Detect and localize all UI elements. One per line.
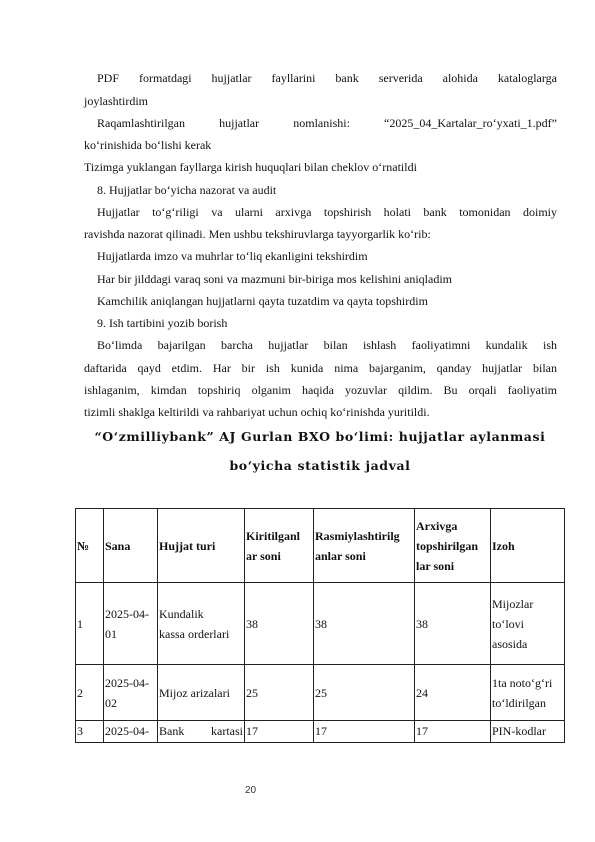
paragraph-line: PDF formatdagi hujjatlar fayllarini bank serverida alohida kataloglarga: [97, 71, 557, 85]
table-caption-line1: “O‘zmilliybank” AJ Gurlan BXO bo‘limi: hujjatlar aylanmasi: [94, 429, 546, 444]
cell-processed-count: 38: [314, 583, 415, 665]
cell-date: [104, 665, 158, 721]
paragraph-line: ko‘rinishida bo‘lishi kerak: [84, 138, 212, 152]
section-heading: 9. Ish tartibini yozib borish: [97, 316, 228, 330]
table-row: [76, 721, 565, 743]
header-entered-count-line: ar soni: [246, 548, 281, 563]
cell-note-line: to‘ldirilgan: [492, 695, 546, 710]
statistics-table: [75, 508, 565, 743]
paragraph-line: joylashtirdim: [84, 94, 148, 108]
table-row: [76, 665, 565, 721]
header-archived-count: [415, 509, 491, 583]
cell-date: [104, 583, 158, 665]
cell-number: 1: [76, 583, 104, 665]
paragraph-line: tizimli shaklga keltirildi va rahbariyat uchun ochiq ko‘rinishda yuritildi.: [84, 405, 430, 419]
paragraph-line: ravishda nazorat qilinadi. Men ushbu tekshiruvlarga tayyorgarlik ko‘rib:: [84, 227, 431, 241]
paragraph-line: Raqamlashtirilgan hujjatlar nomlanishi: “2025_04_Kartalar_ro‘yxati_1.pdf”: [97, 116, 557, 130]
paragraph-line: daftarida qayd etdim. Har bir ish kunida nima bajarganim, qanday hujjatlar bilan: [84, 361, 557, 375]
header-processed-count: [314, 509, 415, 583]
header-archived-count-line: lar soni: [416, 558, 455, 573]
cell-entered-count: 25: [245, 665, 314, 721]
list-item: Hujjatlarda imzo va muhrlar to‘liq ekanligini tekshirdim: [97, 249, 368, 263]
list-item: Kamchilik aniqlangan hujjatlarni qayta tuzatdim va qayta topshirdim: [97, 294, 428, 308]
cell-note-line: asosida: [492, 636, 528, 651]
paragraph-line: Hujjatlar to‘g‘riligi va ularni arxivga topshirish holati bank tomonidan doimiy: [97, 205, 557, 219]
paragraph-line: ishlaganim, kimdan topshiriq olganim haqida yozuvlar qildim. Bu orqali faoliyatim: [84, 383, 557, 397]
cell-note: [491, 665, 565, 721]
header-number: №: [76, 509, 104, 583]
header-archived-count-line: Arxivga: [416, 518, 458, 533]
cell-document-type-line: [159, 721, 243, 741]
header-date: Sana: [104, 509, 158, 583]
cell-archived-count: 38: [415, 583, 491, 665]
cell-entered-count: 38: [245, 583, 314, 665]
cell-processed-count: 25: [314, 665, 415, 721]
page-number: 20: [245, 785, 257, 796]
header-entered-count: [245, 509, 314, 583]
cell-date-line: 02: [105, 695, 117, 710]
cell-number: 2: [76, 665, 104, 721]
cell-note-line: to‘lovi: [492, 616, 524, 631]
cell-date: 2025-04-: [104, 721, 158, 743]
section-heading: 8. Hujjatlar bo‘yicha nazorat va audit: [97, 183, 277, 197]
header-archived-count-line: topshirilgan: [416, 538, 479, 553]
paragraph-line: Tizimga yuklangan fayllarga kirish huquqlari bilan cheklov o‘rnatildi: [84, 160, 417, 174]
list-item: Har bir jilddagi varaq soni va mazmuni bir-biriga mos kelishini aniqladim: [97, 272, 453, 286]
table-header-row: [76, 509, 565, 583]
cell-number: 3: [76, 721, 104, 743]
table-caption-line2: bo‘yicha statistik jadval: [229, 458, 411, 473]
cell-document-type-line: kassa orderlari: [159, 626, 230, 641]
cell-note: PIN-kodlar: [491, 721, 565, 743]
table-row: [76, 583, 565, 665]
cell-note: [491, 583, 565, 665]
cell-document-type: [158, 583, 245, 665]
cell-document-type: [158, 721, 245, 743]
cell-entered-count: 17: [245, 721, 314, 743]
cell-document-type-word: kartasi: [211, 724, 243, 738]
header-note: Izoh: [491, 509, 565, 583]
cell-document-type-line: Kundalik: [159, 606, 204, 621]
header-document-type: Hujjat turi: [158, 509, 245, 583]
cell-note-line: 1ta noto‘g‘ri: [492, 675, 553, 690]
cell-note-line: Mijozlar: [492, 596, 534, 611]
cell-date-line: 2025-04-: [105, 675, 149, 690]
header-processed-count-line: Rasmiylashtirilg: [315, 528, 400, 543]
cell-processed-count: 17: [314, 721, 415, 743]
cell-document-type: Mijoz arizalari: [158, 665, 245, 721]
cell-archived-count: 17: [415, 721, 491, 743]
paragraph-line: Bo‘limda bajarilgan barcha hujjatlar bilan ishlash faoliyatimni kundalik ish: [97, 338, 557, 352]
cell-document-type-word: Bank: [159, 724, 185, 738]
cell-date-line: 01: [105, 626, 117, 641]
header-entered-count-line: Kiritilganl: [246, 528, 300, 543]
header-processed-count-line: anlar soni: [315, 548, 366, 563]
cell-date-line: 2025-04-: [105, 606, 149, 621]
cell-archived-count: 24: [415, 665, 491, 721]
